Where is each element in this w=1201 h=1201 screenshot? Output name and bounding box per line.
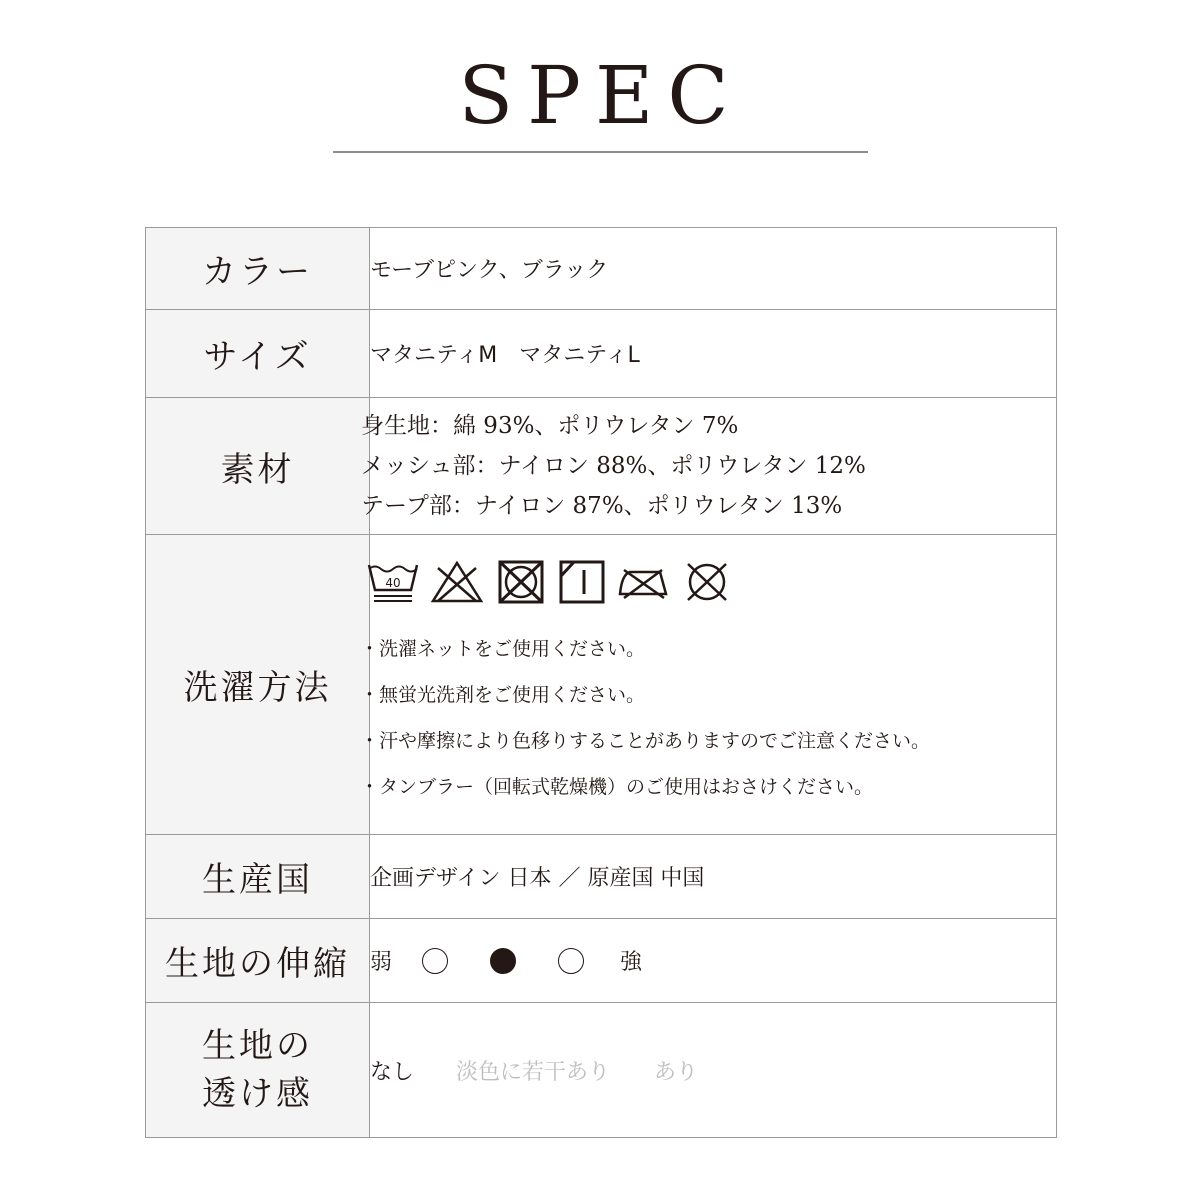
sheer-label-line1: 生地の — [202, 1026, 313, 1066]
material-tape: テープ部：ナイロン 87%、ポリウレタン 13% — [361, 493, 843, 519]
iron-low-icon — [616, 560, 670, 604]
sheer-option-slight: 淡色に若干あり — [456, 1059, 611, 1085]
material-mesh: メッシュ部：ナイロン 88%、ポリウレタン 12% — [361, 453, 866, 479]
spec-row-color — [146, 228, 1057, 310]
no-bleach-icon — [430, 560, 484, 604]
sheer-label-line2: 透け感 — [202, 1074, 313, 1114]
spec-row-origin — [146, 835, 1057, 919]
color-value: モーブピンク、ブラック — [370, 228, 1057, 310]
title-divider — [333, 151, 868, 153]
sheer-scale — [370, 1055, 1056, 1086]
material-label: 素材 — [146, 398, 370, 535]
spec-table — [145, 227, 1057, 1138]
material-value — [361, 398, 1057, 535]
svg-text:40: 40 — [385, 575, 401, 590]
stretch-strong-label: 強 — [620, 950, 643, 975]
care-label: 洗濯方法 — [146, 535, 370, 835]
stretch-value — [370, 919, 1057, 1003]
care-value — [360, 535, 1057, 835]
sheer-option-none: なし — [370, 1059, 415, 1085]
care-note-color-transfer: ・汗や摩擦により色移りすることがありますのでご注意ください。 — [360, 729, 931, 752]
stretch-dot-2 — [490, 948, 516, 974]
spec-row-sheer — [146, 1003, 1057, 1138]
origin-value: 企画デザイン 日本 ／ 原産国 中国 — [370, 835, 1057, 919]
color-label: カラー — [146, 228, 370, 310]
sheer-label — [146, 1003, 370, 1138]
wash-40-gentle-icon — [366, 560, 420, 604]
line-dry-shade-icon — [558, 560, 606, 604]
spec-row-stretch — [146, 919, 1057, 1003]
size-value: マタニティM マタニティL — [370, 310, 1057, 398]
spec-row-care — [146, 535, 1057, 835]
stretch-dot-3 — [558, 948, 584, 974]
stretch-label: 生地の伸縮 — [146, 919, 370, 1003]
origin-label: 生産国 — [146, 835, 370, 919]
size-label: サイズ — [146, 310, 370, 398]
page-title: SPEC — [458, 49, 743, 142]
no-dry-clean-icon — [680, 560, 734, 604]
no-tumble-dry-icon — [494, 560, 548, 604]
care-note-detergent: ・無蛍光洗剤をご使用ください。 — [360, 683, 646, 706]
material-body: 身生地：綿 93%、ポリウレタン 7% — [361, 413, 739, 439]
care-note-net: ・洗濯ネットをご使用ください。 — [360, 637, 646, 660]
stretch-weak-label: 弱 — [370, 950, 393, 975]
care-icons — [366, 560, 1056, 604]
stretch-dot-1 — [422, 948, 448, 974]
spec-row-material — [146, 398, 1057, 535]
spec-row-size — [146, 310, 1057, 398]
sheer-option-yes: あり — [654, 1059, 699, 1085]
care-note-tumble: ・タンブラー（回転式乾燥機）のご使用はおさけください。 — [360, 775, 874, 798]
sheer-value — [370, 1003, 1057, 1138]
stretch-scale — [370, 945, 1056, 976]
